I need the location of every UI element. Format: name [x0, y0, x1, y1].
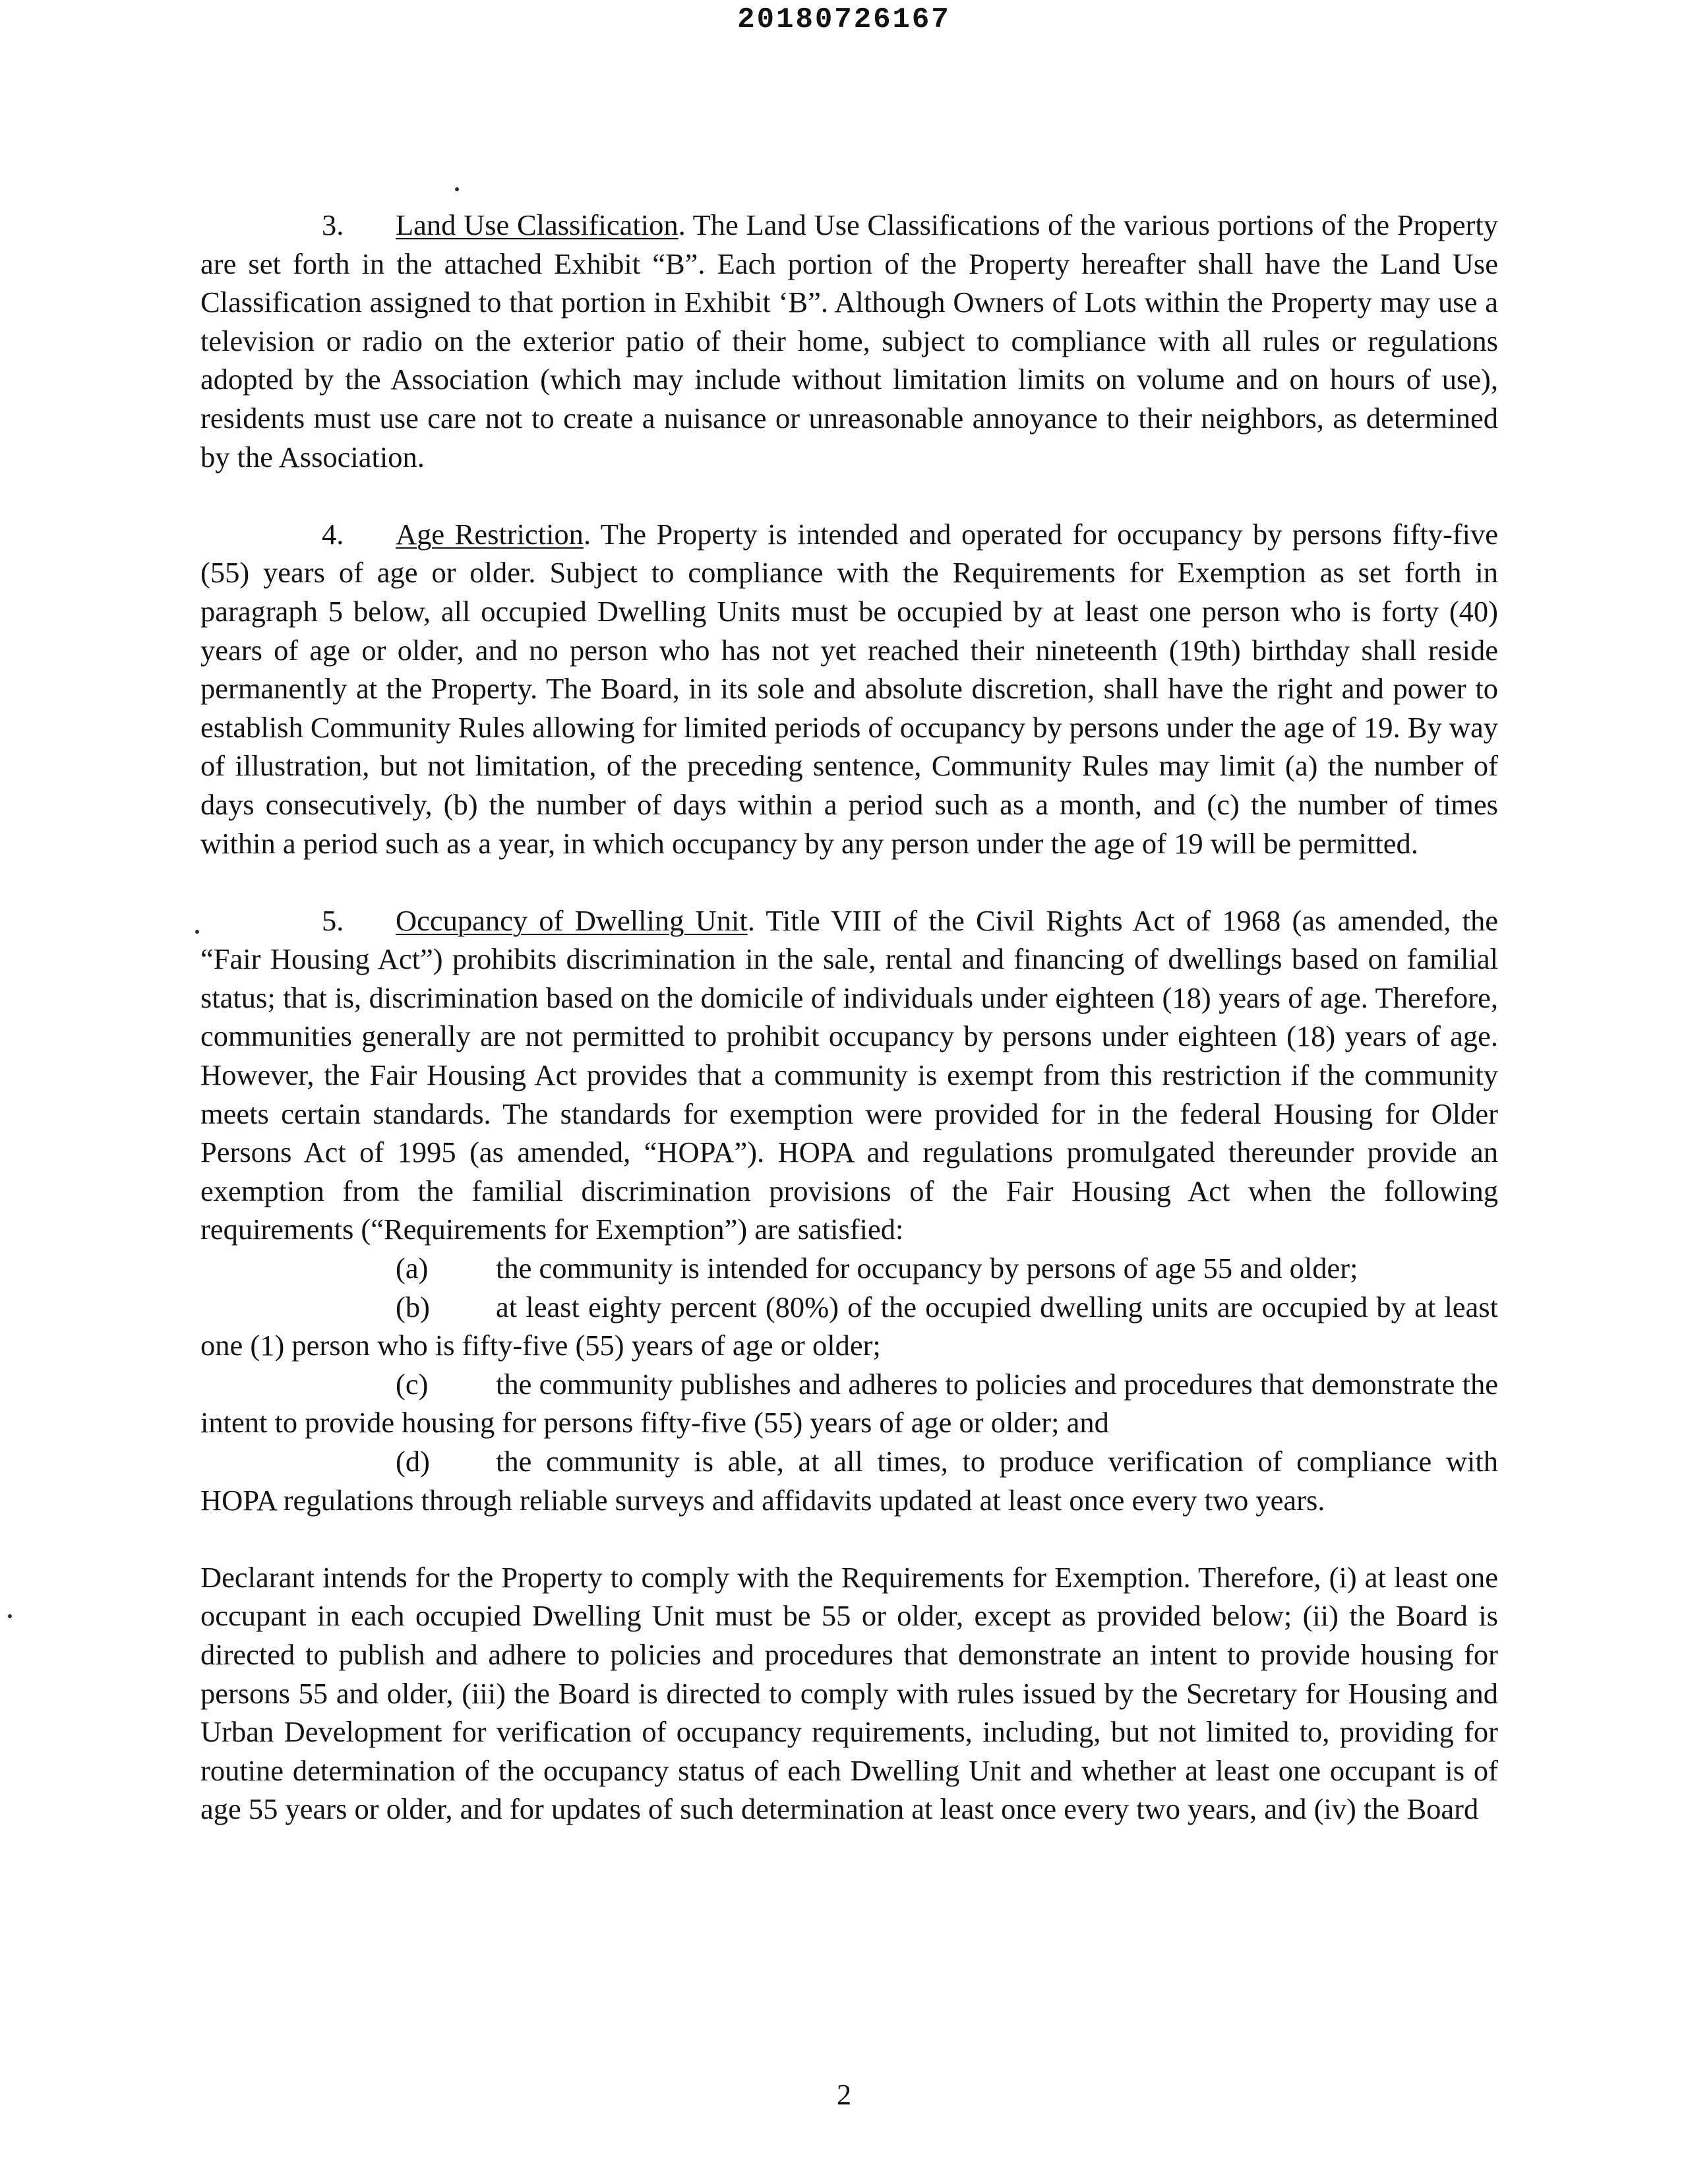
requirement-letter: (d) [396, 1445, 430, 1478]
declarant-paragraph: Declarant intends for the Property to comply with the Requirements for Exemption. Therefore, (i) at least one occupant in each occupied Dwelling Unit must be 55 or older, except as provided below; (ii) the Board is directed to publish and adhere to policies and procedures that demonstrate an intent to provide housing for persons 55 and older, (iii) the Board is directed to comply with rules issued by the Secretary for Housing and Urban Development for verification of occupancy requirements, including, but not limited to, providing for routine determination of the occupancy status of each Dwelling Unit and whether at least one occupant is of age 55 years or older, and for updates of such determination at least once every two years, and (iv) the Board [200, 1560, 1498, 1826]
requirement-item [200, 1442, 1498, 1519]
paragraph-gap [200, 1519, 1498, 1558]
page-number: 2 [836, 2078, 852, 2111]
section-heading: Age Restriction [396, 517, 584, 551]
requirement-letter: (a) [396, 1252, 429, 1285]
requirement-text: the community publishes and adheres to policies and procedures that demonstrate the intent to provide housing for persons fifty-five (55) years of age or older; and [200, 1367, 1498, 1440]
section-heading: Occupancy of Dwelling Unit [396, 903, 748, 937]
requirement-text: at least eighty percent (80%) of the occupied dwelling units are occupied by at least one (1) person who is fifty-five (55) years of age or older; [200, 1290, 1498, 1362]
requirement-item [200, 1288, 1498, 1365]
section-number: 3. [322, 208, 344, 241]
requirements-list [200, 1249, 1498, 1519]
requirement-text: the community is able, at all times, to produce verification of compliance with HOPA regulations through reliable surveys and affidavits updated at least once every two years. [200, 1445, 1498, 1517]
requirement-item [200, 1365, 1498, 1442]
scan-speck [195, 930, 199, 934]
requirement-item [200, 1249, 1498, 1288]
section-text: . The Property is intended and operated for occupancy by persons fifty-five (55) years of age or older. Subject to compliance with the Requirements for Exemption as set forth in paragraph 5 below, all occupied Dwelling Units must be occupied by at least one person who is forty (40) years of age or older, and no person who has not yet reached their nineteenth (19th) birthday shall reside permanently at the Property. The Board, in its sole and absolute discretion, shall have the right and power to establish Community Rules allowing for limited periods of occupancy by persons under the age of 19. By way of illustration, but not limitation, of the preceding sentence, Community Rules may limit (a) the number of days consecutively, (b) the number of days within a period such as a month, and (c) the number of times within a period such as a year, in which occupancy by any person under the age of 19 will be permitted. [200, 517, 1498, 860]
requirement-text: the community is intended for occupancy by persons of age 55 and older; [496, 1252, 1358, 1285]
section-4-age-restriction [200, 515, 1498, 863]
section-5-intro [200, 901, 1498, 1249]
scan-speck [8, 1614, 12, 1618]
requirement-letter: (b) [396, 1290, 430, 1323]
document-number: 20180726167 [737, 3, 951, 36]
section-3-land-use [200, 206, 1498, 476]
section-text: . Title VIII of the Civil Rights Act of 1968 (as amended, the “Fair Housing Act”) prohibits discrimination in the sale, rental and financing of dwellings based on familial status; that is, discrimination based on the domicile of individuals under eighteen (18) years of age. Therefore, communities generally are not permitted to prohibit occupancy by persons under eighteen (18) years of age. However, the Fair Housing Act provides that a community is exempt from this restriction if the community meets certain standards. The standards for exemption were provided for in the federal Housing for Older Persons Act of 1995 (as amended, “HOPA”). HOPA and regulations promulgated thereunder provide an exemption from the familial discrimination provisions of the Fair Housing Act when the following requirements (“Requirements for Exemption”) are satisfied: [200, 903, 1498, 1246]
document-body [200, 206, 1498, 1829]
requirement-letter: (c) [396, 1367, 429, 1401]
section-number: 4. [322, 517, 344, 551]
section-number: 5. [322, 903, 344, 937]
section-heading: Land Use Classification [396, 208, 678, 241]
scan-speck [455, 187, 459, 191]
section-5-occupancy [200, 901, 1498, 1520]
section-text: . The Land Use Classifications of the various portions of the Property are set forth in the attached Exhibit “B”. Each portion of the Property hereafter shall have the Land Use Classification assigned to that portion in Exhibit ‘B”. Although Owners of Lots within the Property may use a television or radio on the exterior patio of their home, subject to compliance with all rules or regulations adopted by the Association (which may include without limitation limits on volume and on hours of use), residents must use care not to create a nuisance or unreasonable annoyance to their neighbors, as determined by the Association. [200, 208, 1498, 473]
